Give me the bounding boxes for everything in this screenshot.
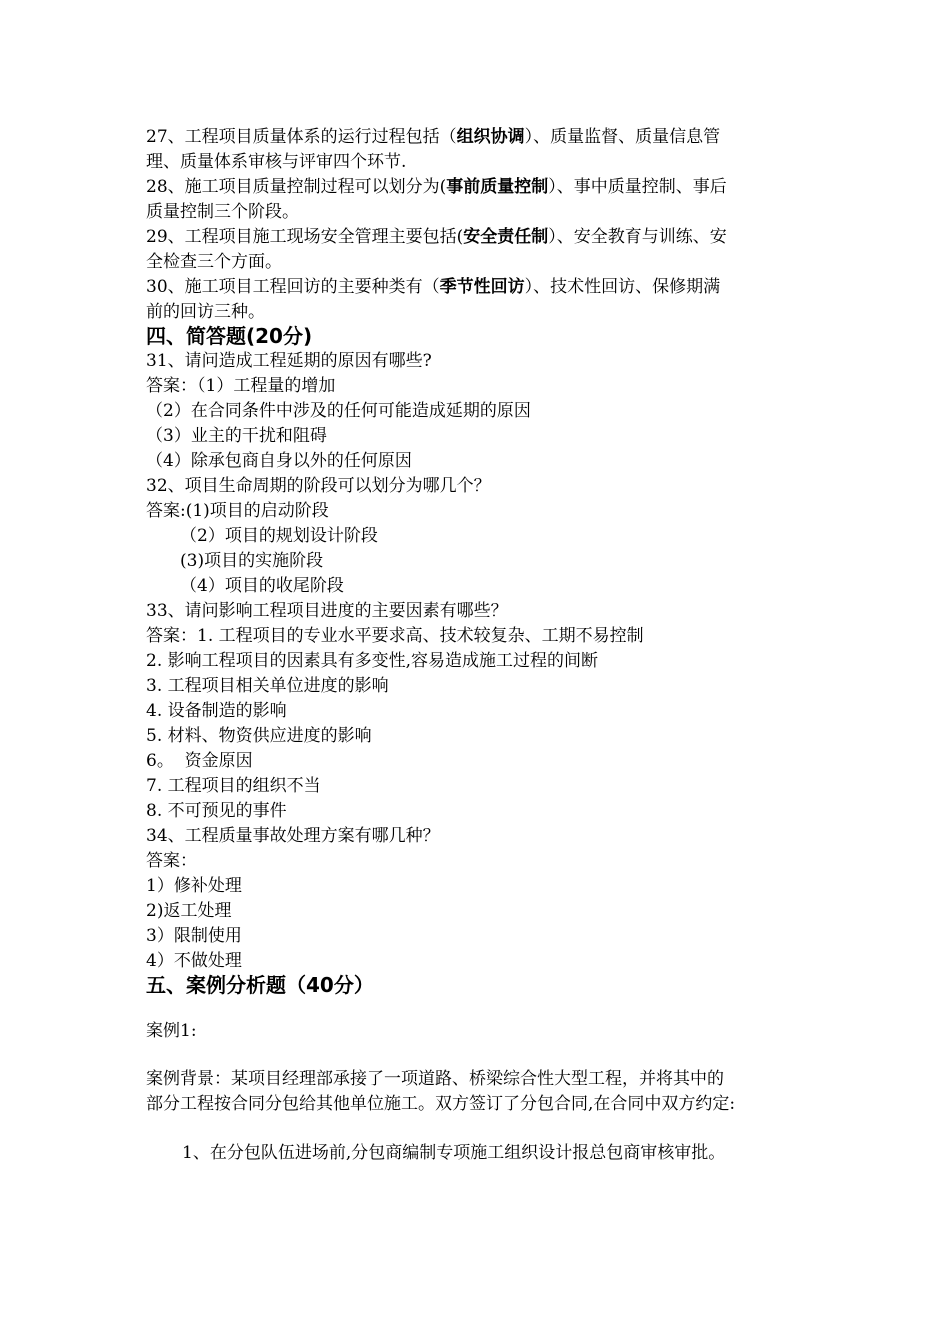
case-background-line: 部分工程按合同分包给其他单位施工。双方签订了分包合同,在合同中双方约定: bbox=[146, 1094, 736, 1114]
fill-in-answer: 安全责任制 bbox=[463, 227, 549, 247]
fill-in-answer: 事前质量控制 bbox=[446, 177, 549, 197]
fill-in-29 bbox=[146, 226, 727, 248]
answer-34-item: 1）修补处理 bbox=[146, 876, 242, 896]
answer-31-first: 答案：（1）工程量的增加 bbox=[146, 376, 336, 396]
case-label: 案例1: bbox=[146, 1021, 197, 1041]
fill-in-27 bbox=[146, 126, 720, 148]
answer-32-item: (3)项目的实施阶段 bbox=[180, 551, 324, 571]
fill-in-text: 29、工程项目施工现场安全管理主要包括( bbox=[146, 227, 464, 247]
answer-34-item: 3）限制使用 bbox=[146, 926, 242, 946]
fill-in-answer: 组织协调 bbox=[456, 127, 525, 147]
answer-31-item: （2）在合同条件中涉及的任何可能造成延期的原因 bbox=[146, 401, 531, 421]
fill-in-text: 28、施工项目质量控制过程可以划分为( bbox=[146, 177, 447, 197]
fill-in-28 bbox=[146, 176, 727, 198]
answer-32-item: （2）项目的规划设计阶段 bbox=[180, 526, 378, 546]
fill-in-text: 27、工程项目质量体系的运行过程包括（ bbox=[146, 127, 457, 147]
fill-in-text: ）、质量监督、质量信息管 bbox=[524, 127, 721, 147]
case-clause: 1、在分包队伍进场前,分包商编制专项施工组织设计报总包商审核审批。 bbox=[182, 1143, 726, 1163]
question-31: 31、请问造成工程延期的原因有哪些? bbox=[146, 351, 432, 371]
answer-33-item: 7. 工程项目的组织不当 bbox=[146, 776, 321, 796]
question-33: 33、请问影响工程项目进度的主要因素有哪些？ bbox=[146, 601, 508, 621]
answer-33-item: 4. 设备制造的影响 bbox=[146, 701, 287, 721]
fill-in-30 bbox=[146, 276, 720, 298]
fill-in-28-cont: 质量控制三个阶段。 bbox=[146, 202, 299, 222]
case-background-line: 案例背景：某项目经理部承接了一项道路、桥梁综合性大型工程，并将其中的 bbox=[146, 1069, 724, 1089]
section-4-title: 四、简答题(20分) bbox=[146, 324, 313, 348]
answer-31-item: （3）业主的干扰和阻碍 bbox=[146, 426, 327, 446]
answer-33-item: 2. 影响工程项目的因素具有多变性,容易造成施工过程的间断 bbox=[146, 651, 599, 671]
question-34: 34、工程质量事故处理方案有哪几种？ bbox=[146, 826, 440, 846]
answer-31-item: （4）除承包商自身以外的任何原因 bbox=[146, 451, 412, 471]
answer-34-item: 2)返工处理 bbox=[146, 901, 232, 921]
answer-33-item: 8. 不可预见的事件 bbox=[146, 801, 287, 821]
fill-in-30-cont: 前的回访三种。 bbox=[146, 302, 265, 322]
answer-34-item: 4）不做处理 bbox=[146, 951, 242, 971]
fill-in-answer: 季节性回访 bbox=[439, 277, 525, 297]
answer-33-first: 答案：1. 工程项目的专业水平要求高、技术较复杂、工期不易控制 bbox=[146, 626, 644, 646]
fill-in-text: ）、安全教育与训练、安 bbox=[548, 227, 727, 247]
answer-34-label: 答案： bbox=[146, 851, 197, 871]
answer-33-item: 5. 材料、物资供应进度的影响 bbox=[146, 726, 372, 746]
answer-32-item: （4）项目的收尾阶段 bbox=[180, 576, 344, 596]
answer-33-item: 3. 工程项目相关单位进度的影响 bbox=[146, 676, 389, 696]
answer-32-first: 答案:(1)项目的启动阶段 bbox=[146, 501, 329, 521]
fill-in-text: ）、技术性回访、保修期满 bbox=[524, 277, 721, 297]
fill-in-27-cont: 理、质量体系审核与评审四个环节. bbox=[146, 152, 407, 172]
section-5-title: 五、案例分析题（40分） bbox=[146, 973, 374, 997]
fill-in-text: 30、施工项目工程回访的主要种类有（ bbox=[146, 277, 440, 297]
fill-in-29-cont: 全检查三个方面。 bbox=[146, 252, 282, 272]
fill-in-text: ）、事中质量控制、事后 bbox=[548, 177, 727, 197]
answer-33-item: 6。 资金原因 bbox=[146, 751, 253, 771]
question-32: 32、项目生命周期的阶段可以划分为哪几个？ bbox=[146, 476, 491, 496]
